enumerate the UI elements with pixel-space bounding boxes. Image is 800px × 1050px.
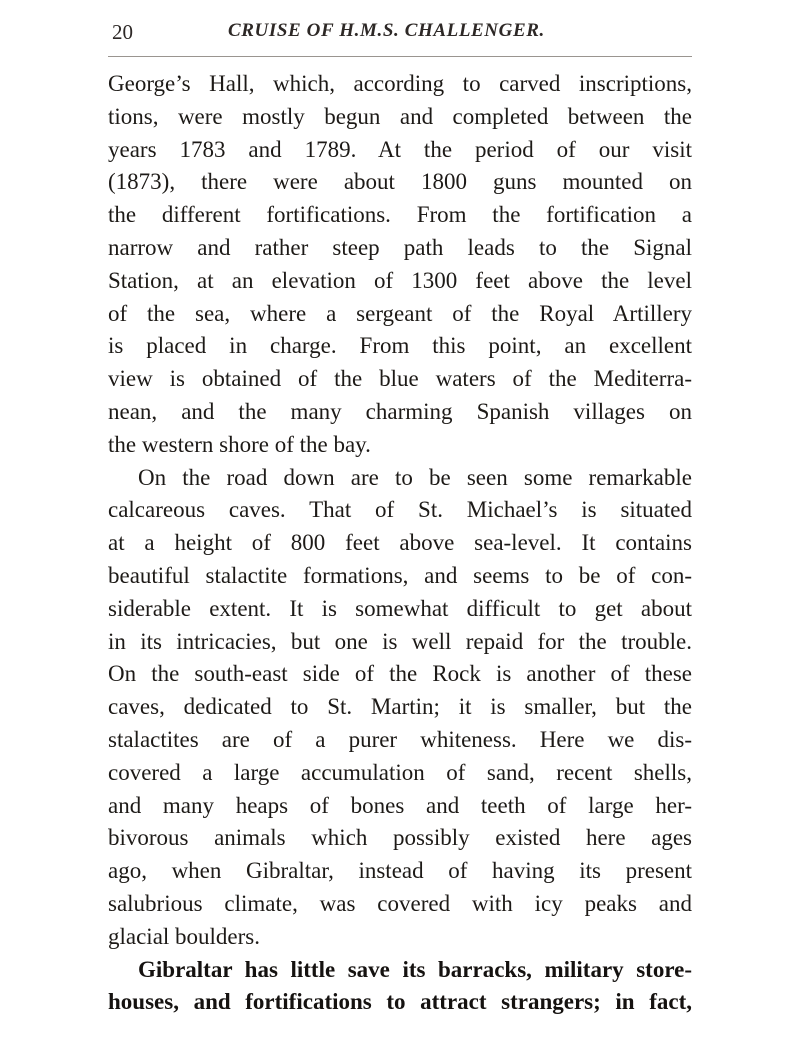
text-line: tions, were mostly begun and completed between the xyxy=(108,103,692,129)
text-line: bivorous animals which possibly existed here ages xyxy=(108,825,692,851)
page-header xyxy=(112,20,694,50)
text-line: of the sea, where a sergeant of the Royal Artillery xyxy=(108,300,692,326)
text-line: covered a large accumulation of sand, recent shells, xyxy=(108,759,692,785)
text-line: houses, and fortifications to attract strangers; in fact, xyxy=(108,989,692,1015)
page-number: 20 xyxy=(112,20,133,44)
text-line: George’s Hall, which, according to carved inscriptions, xyxy=(108,71,692,96)
paragraph-2 xyxy=(108,462,692,954)
text-line: years 1783 and 1789. At the period of our visit xyxy=(108,136,692,162)
header-rule xyxy=(108,56,692,57)
text-line: beautiful stalactite formations, and seems to be of con- xyxy=(108,562,692,588)
text-line: and many heaps of bones and teeth of large her- xyxy=(108,792,692,818)
text-line: siderable extent. It is somewhat difficult to get about xyxy=(108,595,692,621)
text-line: ago, when Gibraltar, instead of having its present xyxy=(108,858,692,884)
text-line: is placed in charge. From this point, an excellent xyxy=(108,333,692,359)
running-title: CRUISE OF H.M.S. CHALLENGER. xyxy=(228,20,545,41)
page-text xyxy=(108,68,692,1019)
text-line: On the road down are to be seen some remarkable xyxy=(138,464,692,490)
text-line: (1873), there were about 1800 guns mounted on xyxy=(108,169,692,195)
text-line: glacial boulders. xyxy=(108,923,261,949)
text-line: Station, at an elevation of 1300 feet above the level xyxy=(108,267,692,293)
text-line: salubrious climate, was covered with icy peaks and xyxy=(108,890,692,916)
text-line: Gibraltar has little save its barracks, military store- xyxy=(138,956,692,982)
text-line: On the south-east side of the Rock is another of these xyxy=(108,661,692,687)
text-line: the different fortifications. From the fortification a xyxy=(108,202,692,228)
text-line: calcareous caves. That of St. Michael’s is situated xyxy=(108,497,692,523)
text-line: caves, dedicated to St. Martin; it is smaller, but the xyxy=(108,694,692,720)
text-line: narrow and rather steep path leads to the Signal xyxy=(108,234,692,260)
text-line: at a height of 800 feet above sea-level. It contains xyxy=(108,530,692,556)
paragraph-1 xyxy=(108,68,692,462)
text-line: view is obtained of the blue waters of the Mediterra- xyxy=(108,366,692,392)
text-line: the western shore of the bay. xyxy=(108,431,371,457)
text-line: nean, and the many charming Spanish villages on xyxy=(108,398,692,424)
text-line: in its intricacies, but one is well repaid for the trouble. xyxy=(108,628,692,654)
paragraph-3 xyxy=(108,954,692,1020)
text-line: stalactites are of a purer whiteness. Here we dis- xyxy=(108,726,692,752)
